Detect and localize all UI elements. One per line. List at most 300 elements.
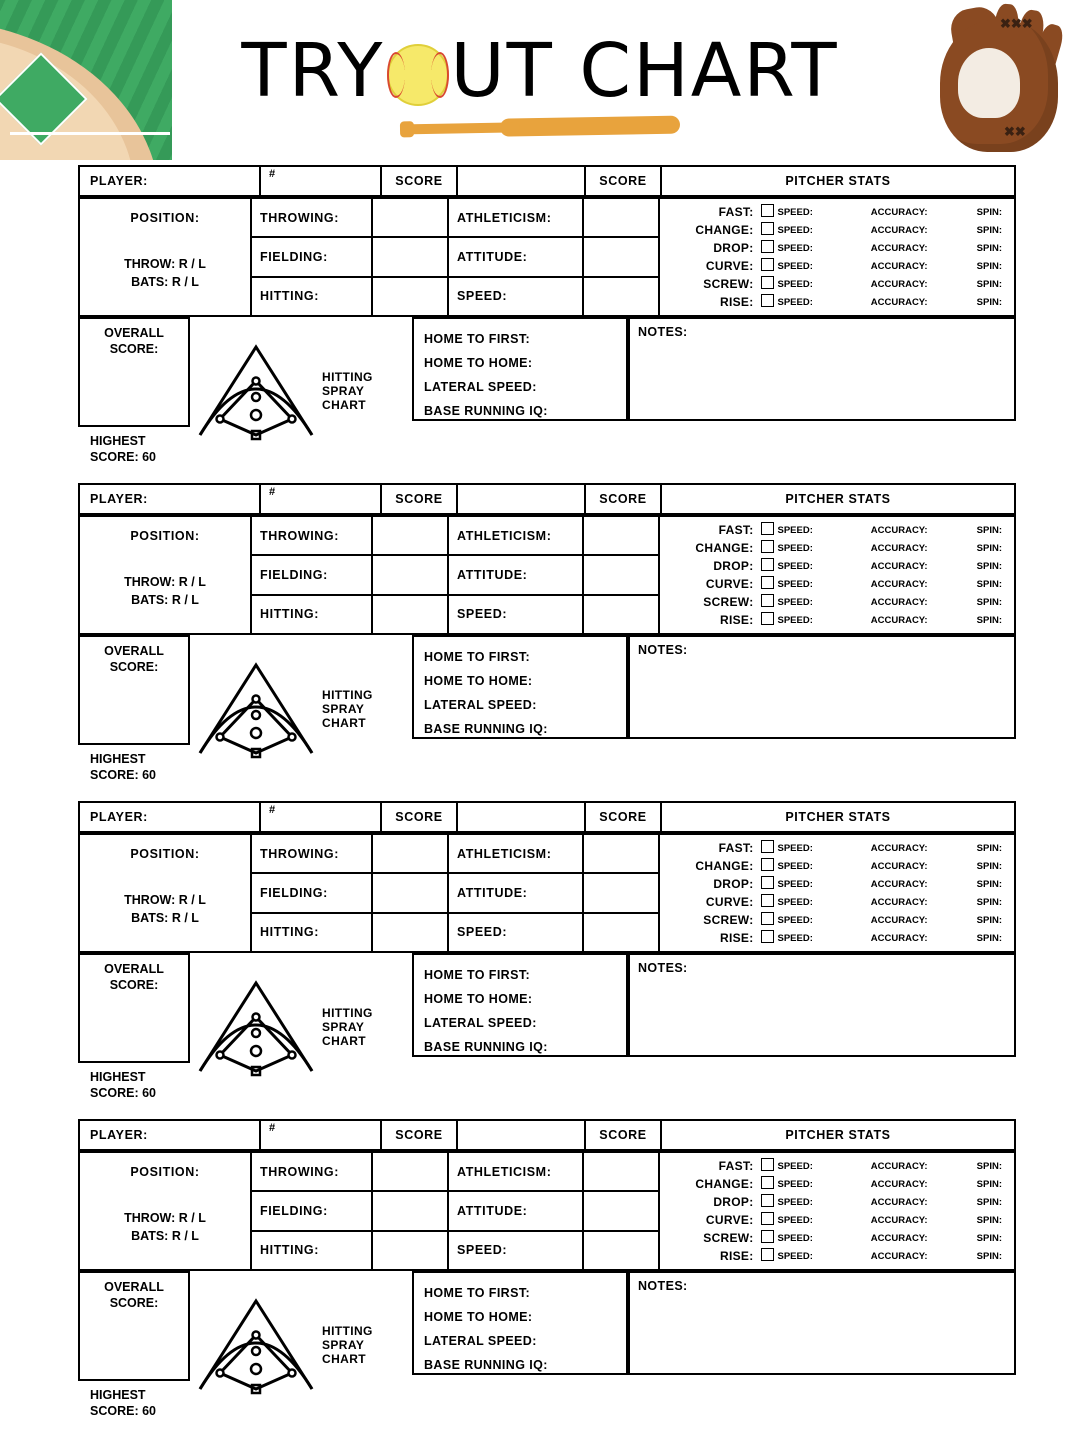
hitting-input[interactable]: [372, 913, 448, 952]
score-label-2: SCORE: [585, 484, 661, 514]
speed-times-block[interactable]: [412, 1271, 628, 1375]
pitcher-stats-cell: [659, 1152, 1015, 1270]
pitch-name: CHANGE:: [695, 859, 754, 873]
pitch-checkbox[interactable]: [758, 1211, 778, 1229]
notes-box[interactable]: [628, 635, 1016, 739]
pitch-speed-label[interactable]: SPEED:: [777, 524, 813, 536]
notes-label: NOTES:: [638, 1279, 688, 1293]
lateral-speed-label[interactable]: LATERAL SPEED:: [424, 380, 537, 394]
pitch-row: [666, 857, 1008, 875]
pitcher-stats-table: [666, 203, 1008, 311]
position-cell[interactable]: [79, 834, 251, 952]
pitch-accuracy-label[interactable]: ACCURACY:: [870, 1214, 928, 1226]
pitch-row: [666, 875, 1008, 893]
attitude-label: ATTITUDE:: [448, 1191, 583, 1230]
hitting-label: HITTING:: [251, 1231, 372, 1270]
pitch-spin-label[interactable]: SPIN:: [976, 1232, 1002, 1244]
player-card: [78, 165, 1016, 465]
pitch-accuracy-label[interactable]: ACCURACY:: [870, 224, 928, 236]
hitting-spray-chart[interactable]: [190, 1271, 412, 1419]
pitch-checkbox[interactable]: [758, 1247, 778, 1265]
pitch-speed-label[interactable]: SPEED:: [777, 1160, 813, 1172]
fielding-input[interactable]: [372, 555, 448, 594]
speed-label: SPEED:: [448, 277, 583, 316]
pitch-accuracy-label[interactable]: ACCURACY:: [870, 860, 928, 872]
fielding-input[interactable]: [372, 873, 448, 912]
softball-icon: [387, 44, 449, 106]
pitch-name: CHANGE:: [695, 541, 754, 555]
score-label-1: SCORE: [381, 484, 457, 514]
overall-label-line1: OVERALL: [104, 1280, 164, 1294]
player-card: [78, 483, 1016, 783]
pitch-accuracy-label[interactable]: ACCURACY:: [870, 242, 928, 254]
hitting-label: HITTING:: [251, 913, 372, 952]
player-number-field[interactable]: #: [260, 802, 381, 832]
pitch-accuracy-label[interactable]: ACCURACY:: [870, 596, 928, 608]
page-title-before: TRY: [241, 28, 385, 114]
pitch-accuracy-label[interactable]: ACCURACY:: [870, 932, 928, 944]
pitch-spin-label[interactable]: SPIN:: [976, 1250, 1002, 1262]
pitch-spin-label[interactable]: SPIN:: [976, 296, 1002, 308]
pitch-speed-label[interactable]: SPEED:: [777, 542, 813, 554]
highest-score-note: HIGHEST SCORE: 60: [90, 752, 156, 782]
position-cell[interactable]: [79, 198, 251, 316]
pitch-speed-label[interactable]: SPEED:: [777, 932, 813, 944]
attitude-label: ATTITUDE:: [448, 873, 583, 912]
pitch-spin-label[interactable]: SPIN:: [976, 224, 1002, 236]
throw-label[interactable]: THROW: R / L: [124, 257, 206, 271]
speed-label: SPEED:: [448, 595, 583, 634]
pitch-speed-label[interactable]: SPEED:: [777, 278, 813, 290]
attitude-input[interactable]: [583, 237, 659, 276]
pitch-row: [666, 293, 1008, 311]
overall-label-line2: SCORE:: [109, 342, 159, 356]
page-title-after: UT CHART: [450, 28, 839, 114]
pitcher-stats-header: PITCHER STATS: [661, 484, 1015, 514]
home-to-home-label[interactable]: HOME TO HOME:: [424, 992, 533, 1006]
score-label-2: SCORE: [585, 166, 661, 196]
pitch-row: [666, 575, 1008, 593]
overall-score-box[interactable]: [78, 635, 190, 745]
speed-label: SPEED:: [448, 1231, 583, 1270]
pitch-name: DROP:: [713, 559, 754, 573]
bats-label[interactable]: BATS: R / L: [131, 1229, 199, 1243]
score-input-1[interactable]: [457, 166, 585, 196]
spray-chart-label: HITTING SPRAY CHART: [322, 1324, 373, 1366]
pitch-spin-label[interactable]: SPIN:: [976, 524, 1002, 536]
pitch-spin-label[interactable]: SPIN:: [976, 896, 1002, 908]
home-to-first-label[interactable]: HOME TO FIRST:: [424, 968, 531, 982]
fielding-input[interactable]: [372, 237, 448, 276]
hitting-label: HITTING:: [251, 595, 372, 634]
pitch-spin-label[interactable]: SPIN:: [976, 278, 1002, 290]
notes-box[interactable]: [628, 953, 1016, 1057]
pitch-name: RISE:: [720, 931, 754, 945]
pitch-speed-label[interactable]: SPEED:: [777, 614, 813, 626]
player-name-field[interactable]: PLAYER:: [79, 1120, 260, 1150]
pitch-row: [666, 611, 1008, 629]
pitch-name: SCREW:: [703, 277, 754, 291]
pitch-name: FAST:: [718, 841, 754, 855]
pitch-name: SCREW:: [703, 1231, 754, 1245]
pitch-spin-label[interactable]: SPIN:: [976, 878, 1002, 890]
speed-input[interactable]: [583, 595, 659, 634]
athleticism-label: ATHLETICISM:: [448, 834, 583, 873]
pitch-speed-label[interactable]: SPEED:: [777, 860, 813, 872]
position-cell[interactable]: [79, 1152, 251, 1270]
throwing-label: THROWING:: [251, 834, 372, 873]
pitcher-stats-cell: [659, 516, 1015, 634]
overall-score-block: [78, 317, 190, 465]
pitch-spin-label[interactable]: SPIN:: [976, 242, 1002, 254]
pitch-accuracy-label[interactable]: ACCURACY:: [870, 896, 928, 908]
pitcher-stats-cell: [659, 834, 1015, 952]
spray-chart-diagram: [190, 1293, 322, 1397]
athleticism-input[interactable]: [583, 834, 659, 873]
overall-score-block: [78, 635, 190, 783]
pitch-name: FAST:: [718, 205, 754, 219]
overall-label-line1: OVERALL: [104, 644, 164, 658]
bats-label[interactable]: BATS: R / L: [131, 275, 199, 289]
pitch-accuracy-label[interactable]: ACCURACY:: [870, 578, 928, 590]
pitch-checkbox[interactable]: [758, 611, 778, 629]
player-name-field[interactable]: PLAYER:: [79, 166, 260, 196]
pitch-accuracy-label[interactable]: ACCURACY:: [870, 1160, 928, 1172]
pitch-speed-label[interactable]: SPEED:: [777, 878, 813, 890]
position-label: POSITION:: [130, 847, 200, 861]
attitude-input[interactable]: [583, 1191, 659, 1230]
pitch-checkbox[interactable]: [758, 1229, 778, 1247]
pitch-accuracy-label[interactable]: ACCURACY:: [870, 296, 928, 308]
pitcher-stats-header: PITCHER STATS: [661, 802, 1015, 832]
page-header: [0, 0, 1080, 160]
pitch-speed-label[interactable]: SPEED:: [777, 1214, 813, 1226]
pitch-accuracy-label[interactable]: ACCURACY:: [870, 1250, 928, 1262]
athleticism-input[interactable]: [583, 1152, 659, 1191]
highest-score-note: HIGHEST SCORE: 60: [90, 1070, 156, 1100]
pitch-accuracy-label[interactable]: ACCURACY:: [870, 1232, 928, 1244]
pitch-accuracy-label[interactable]: ACCURACY:: [870, 524, 928, 536]
pitch-name: CHANGE:: [695, 223, 754, 237]
fielding-label: FIELDING:: [251, 555, 372, 594]
hitting-input[interactable]: [372, 1231, 448, 1270]
throwing-input[interactable]: [372, 198, 448, 237]
pitch-name: DROP:: [713, 877, 754, 891]
overall-score-box[interactable]: [78, 1271, 190, 1381]
spray-chart-label: HITTING SPRAY CHART: [322, 1006, 373, 1048]
overall-score-block: [78, 1271, 190, 1419]
highest-score-note: HIGHEST SCORE: 60: [90, 1388, 156, 1418]
baseball-bat-icon: [400, 116, 680, 139]
hitting-label: HITTING:: [251, 277, 372, 316]
pitch-speed-label[interactable]: SPEED:: [777, 596, 813, 608]
pitch-accuracy-label[interactable]: ACCURACY:: [870, 878, 928, 890]
pitch-name: RISE:: [720, 1249, 754, 1263]
overall-score-box[interactable]: [78, 317, 190, 427]
pitch-row: [666, 1211, 1008, 1229]
pitch-row: [666, 257, 1008, 275]
pitch-row: [666, 539, 1008, 557]
fielding-label: FIELDING:: [251, 873, 372, 912]
overall-label-line2: SCORE:: [109, 660, 159, 674]
throw-label[interactable]: THROW: R / L: [124, 1211, 206, 1225]
overall-score-box[interactable]: [78, 953, 190, 1063]
baseball-glove-icon: ✖✖✖ ✖✖: [934, 2, 1064, 157]
athleticism-label: ATHLETICISM:: [448, 198, 583, 237]
speed-input[interactable]: [583, 277, 659, 316]
pitch-spin-label[interactable]: SPIN:: [976, 578, 1002, 590]
pitch-name: FAST:: [718, 523, 754, 537]
position-cell[interactable]: [79, 516, 251, 634]
pitch-spin-label[interactable]: SPIN:: [976, 560, 1002, 572]
pitch-speed-label[interactable]: SPEED:: [777, 296, 813, 308]
hitting-spray-chart[interactable]: [190, 635, 412, 783]
pitch-checkbox[interactable]: [758, 839, 778, 857]
pitch-accuracy-label[interactable]: ACCURACY:: [870, 542, 928, 554]
pitch-speed-label[interactable]: SPEED:: [777, 842, 813, 854]
base-running-iq-label[interactable]: BASE RUNNING IQ:: [424, 404, 548, 418]
pitch-checkbox[interactable]: [758, 203, 778, 221]
base-running-iq-label[interactable]: BASE RUNNING IQ:: [424, 1358, 548, 1372]
tryout-sheet: [78, 165, 1016, 1437]
position-label: POSITION:: [130, 529, 200, 543]
player-card: [78, 1119, 1016, 1419]
pitch-speed-label[interactable]: SPEED:: [777, 1232, 813, 1244]
athleticism-input[interactable]: [583, 198, 659, 237]
pitch-speed-label[interactable]: SPEED:: [777, 206, 813, 218]
pitch-accuracy-label[interactable]: ACCURACY:: [870, 1178, 928, 1190]
score-input-1[interactable]: [457, 484, 585, 514]
score-input-1[interactable]: [457, 1120, 585, 1150]
pitch-row: [666, 839, 1008, 857]
pitch-spin-label[interactable]: SPIN:: [976, 842, 1002, 854]
pitch-name: CURVE:: [705, 1213, 754, 1227]
notes-label: NOTES:: [638, 643, 688, 657]
throw-label[interactable]: THROW: R / L: [124, 893, 206, 907]
pitch-checkbox[interactable]: [758, 539, 778, 557]
lateral-speed-label[interactable]: LATERAL SPEED:: [424, 1016, 537, 1030]
home-to-home-label[interactable]: HOME TO HOME:: [424, 356, 533, 370]
hitting-spray-chart[interactable]: [190, 317, 412, 465]
pitch-checkbox[interactable]: [758, 239, 778, 257]
pitch-spin-label[interactable]: SPIN:: [976, 1196, 1002, 1208]
attitude-input[interactable]: [583, 555, 659, 594]
home-to-first-label[interactable]: HOME TO FIRST:: [424, 650, 531, 664]
pitch-spin-label[interactable]: SPIN:: [976, 860, 1002, 872]
pitch-checkbox[interactable]: [758, 293, 778, 311]
pitch-checkbox[interactable]: [758, 221, 778, 239]
player-number-field[interactable]: #: [260, 166, 381, 196]
pitch-name: CHANGE:: [695, 1177, 754, 1191]
athleticism-label: ATHLETICISM:: [448, 516, 583, 555]
pitch-accuracy-label[interactable]: ACCURACY:: [870, 842, 928, 854]
pitch-spin-label[interactable]: SPIN:: [976, 1178, 1002, 1190]
pitch-checkbox[interactable]: [758, 929, 778, 947]
position-label: POSITION:: [130, 1165, 200, 1179]
pitch-accuracy-label[interactable]: ACCURACY:: [870, 278, 928, 290]
throwing-input[interactable]: [372, 1152, 448, 1191]
pitch-checkbox[interactable]: [758, 275, 778, 293]
pitch-name: RISE:: [720, 295, 754, 309]
pitch-speed-label[interactable]: SPEED:: [777, 1196, 813, 1208]
notes-box[interactable]: [628, 1271, 1016, 1375]
pitch-checkbox[interactable]: [758, 593, 778, 611]
pitch-checkbox[interactable]: [758, 575, 778, 593]
pitch-checkbox[interactable]: [758, 857, 778, 875]
pitch-row: [666, 1229, 1008, 1247]
lateral-speed-label[interactable]: LATERAL SPEED:: [424, 698, 537, 712]
athleticism-input[interactable]: [583, 516, 659, 555]
pitch-name: CURVE:: [705, 895, 754, 909]
pitcher-stats-header: PITCHER STATS: [661, 1120, 1015, 1150]
throwing-input[interactable]: [372, 516, 448, 555]
hitting-spray-chart[interactable]: [190, 953, 412, 1101]
speed-input[interactable]: [583, 913, 659, 952]
pitch-spin-label[interactable]: SPIN:: [976, 614, 1002, 626]
attitude-input[interactable]: [583, 873, 659, 912]
pitcher-stats-header: PITCHER STATS: [661, 166, 1015, 196]
home-to-first-label[interactable]: HOME TO FIRST:: [424, 332, 531, 346]
pitch-row: [666, 893, 1008, 911]
score-label-2: SCORE: [585, 802, 661, 832]
score-label-2: SCORE: [585, 1120, 661, 1150]
speed-input[interactable]: [583, 1231, 659, 1270]
pitch-row: [666, 275, 1008, 293]
attitude-label: ATTITUDE:: [448, 237, 583, 276]
pitch-row: [666, 1175, 1008, 1193]
throw-label[interactable]: THROW: R / L: [124, 575, 206, 589]
score-input-1[interactable]: [457, 802, 585, 832]
pitch-name: RISE:: [720, 613, 754, 627]
bats-label[interactable]: BATS: R / L: [131, 593, 199, 607]
pitch-row: [666, 557, 1008, 575]
hitting-input[interactable]: [372, 595, 448, 634]
pitch-checkbox[interactable]: [758, 557, 778, 575]
pitch-speed-label[interactable]: SPEED:: [777, 1178, 813, 1190]
pitch-name: DROP:: [713, 241, 754, 255]
speed-label: SPEED:: [448, 913, 583, 952]
spray-chart-label: HITTING SPRAY CHART: [322, 370, 373, 412]
pitch-accuracy-label[interactable]: ACCURACY:: [870, 614, 928, 626]
pitch-row: [666, 593, 1008, 611]
throwing-label: THROWING:: [251, 198, 372, 237]
pitch-spin-label[interactable]: SPIN:: [976, 1214, 1002, 1226]
home-to-home-label[interactable]: HOME TO HOME:: [424, 674, 533, 688]
pitch-accuracy-label[interactable]: ACCURACY:: [870, 260, 928, 272]
pitch-name: SCREW:: [703, 595, 754, 609]
pitch-accuracy-label[interactable]: ACCURACY:: [870, 914, 928, 926]
pitch-spin-label[interactable]: SPIN:: [976, 542, 1002, 554]
pitch-speed-label[interactable]: SPEED:: [777, 896, 813, 908]
fielding-input[interactable]: [372, 1191, 448, 1230]
pitch-row: [666, 911, 1008, 929]
pitch-accuracy-label[interactable]: ACCURACY:: [870, 560, 928, 572]
base-running-iq-label[interactable]: BASE RUNNING IQ:: [424, 722, 548, 736]
overall-label-line1: OVERALL: [104, 962, 164, 976]
pitch-spin-label[interactable]: SPIN:: [976, 206, 1002, 218]
attitude-label: ATTITUDE:: [448, 555, 583, 594]
home-to-home-label[interactable]: HOME TO HOME:: [424, 1310, 533, 1324]
player-number-field[interactable]: #: [260, 484, 381, 514]
base-running-iq-label[interactable]: BASE RUNNING IQ:: [424, 1040, 548, 1054]
speed-times-block[interactable]: [412, 635, 628, 739]
pitch-spin-label[interactable]: SPIN:: [976, 596, 1002, 608]
throwing-input[interactable]: [372, 834, 448, 873]
throwing-label: THROWING:: [251, 516, 372, 555]
pitch-spin-label[interactable]: SPIN:: [976, 932, 1002, 944]
position-label: POSITION:: [130, 211, 200, 225]
spray-chart-diagram: [190, 975, 322, 1079]
pitch-checkbox[interactable]: [758, 521, 778, 539]
overall-label-line1: OVERALL: [104, 326, 164, 340]
notes-box[interactable]: [628, 317, 1016, 421]
pitch-checkbox[interactable]: [758, 875, 778, 893]
overall-label-line2: SCORE:: [109, 1296, 159, 1310]
pitch-speed-label[interactable]: SPEED:: [777, 578, 813, 590]
bats-label[interactable]: BATS: R / L: [131, 911, 199, 925]
pitch-row: [666, 1157, 1008, 1175]
pitch-checkbox[interactable]: [758, 1175, 778, 1193]
pitch-accuracy-label[interactable]: ACCURACY:: [870, 206, 928, 218]
pitch-name: CURVE:: [705, 577, 754, 591]
pitch-checkbox[interactable]: [758, 893, 778, 911]
hitting-input[interactable]: [372, 277, 448, 316]
notes-label: NOTES:: [638, 325, 688, 339]
player-number-field[interactable]: #: [260, 1120, 381, 1150]
player-name-field[interactable]: PLAYER:: [79, 802, 260, 832]
score-label-1: SCORE: [381, 802, 457, 832]
page-title: [0, 28, 1080, 114]
overall-score-block: [78, 953, 190, 1101]
spray-chart-diagram: [190, 339, 322, 443]
home-to-first-label[interactable]: HOME TO FIRST:: [424, 1286, 531, 1300]
pitch-speed-label[interactable]: SPEED:: [777, 242, 813, 254]
speed-times-block[interactable]: [412, 317, 628, 421]
fielding-label: FIELDING:: [251, 237, 372, 276]
player-name-field[interactable]: PLAYER:: [79, 484, 260, 514]
pitch-spin-label[interactable]: SPIN:: [976, 914, 1002, 926]
pitch-speed-label[interactable]: SPEED:: [777, 260, 813, 272]
pitch-checkbox[interactable]: [758, 1193, 778, 1211]
lateral-speed-label[interactable]: LATERAL SPEED:: [424, 1334, 537, 1348]
pitch-name: FAST:: [718, 1159, 754, 1173]
pitch-speed-label[interactable]: SPEED:: [777, 560, 813, 572]
pitcher-stats-table: [666, 521, 1008, 629]
throwing-label: THROWING:: [251, 1152, 372, 1191]
pitch-checkbox[interactable]: [758, 1157, 778, 1175]
pitch-accuracy-label[interactable]: ACCURACY:: [870, 1196, 928, 1208]
pitcher-stats-table: [666, 839, 1008, 947]
player-card: [78, 801, 1016, 1101]
score-label-1: SCORE: [381, 166, 457, 196]
pitch-checkbox[interactable]: [758, 911, 778, 929]
pitch-row: [666, 521, 1008, 539]
highest-score-note: HIGHEST SCORE: 60: [90, 434, 156, 464]
pitch-speed-label[interactable]: SPEED:: [777, 914, 813, 926]
speed-times-block[interactable]: [412, 953, 628, 1057]
pitch-speed-label[interactable]: SPEED:: [777, 224, 813, 236]
pitch-spin-label[interactable]: SPIN:: [976, 1160, 1002, 1172]
pitch-row: [666, 221, 1008, 239]
spray-chart-label: HITTING SPRAY CHART: [322, 688, 373, 730]
pitch-row: [666, 203, 1008, 221]
pitch-row: [666, 1193, 1008, 1211]
spray-chart-diagram: [190, 657, 322, 761]
pitch-speed-label[interactable]: SPEED:: [777, 1250, 813, 1262]
pitch-spin-label[interactable]: SPIN:: [976, 260, 1002, 272]
pitch-checkbox[interactable]: [758, 257, 778, 275]
pitcher-stats-table: [666, 1157, 1008, 1265]
